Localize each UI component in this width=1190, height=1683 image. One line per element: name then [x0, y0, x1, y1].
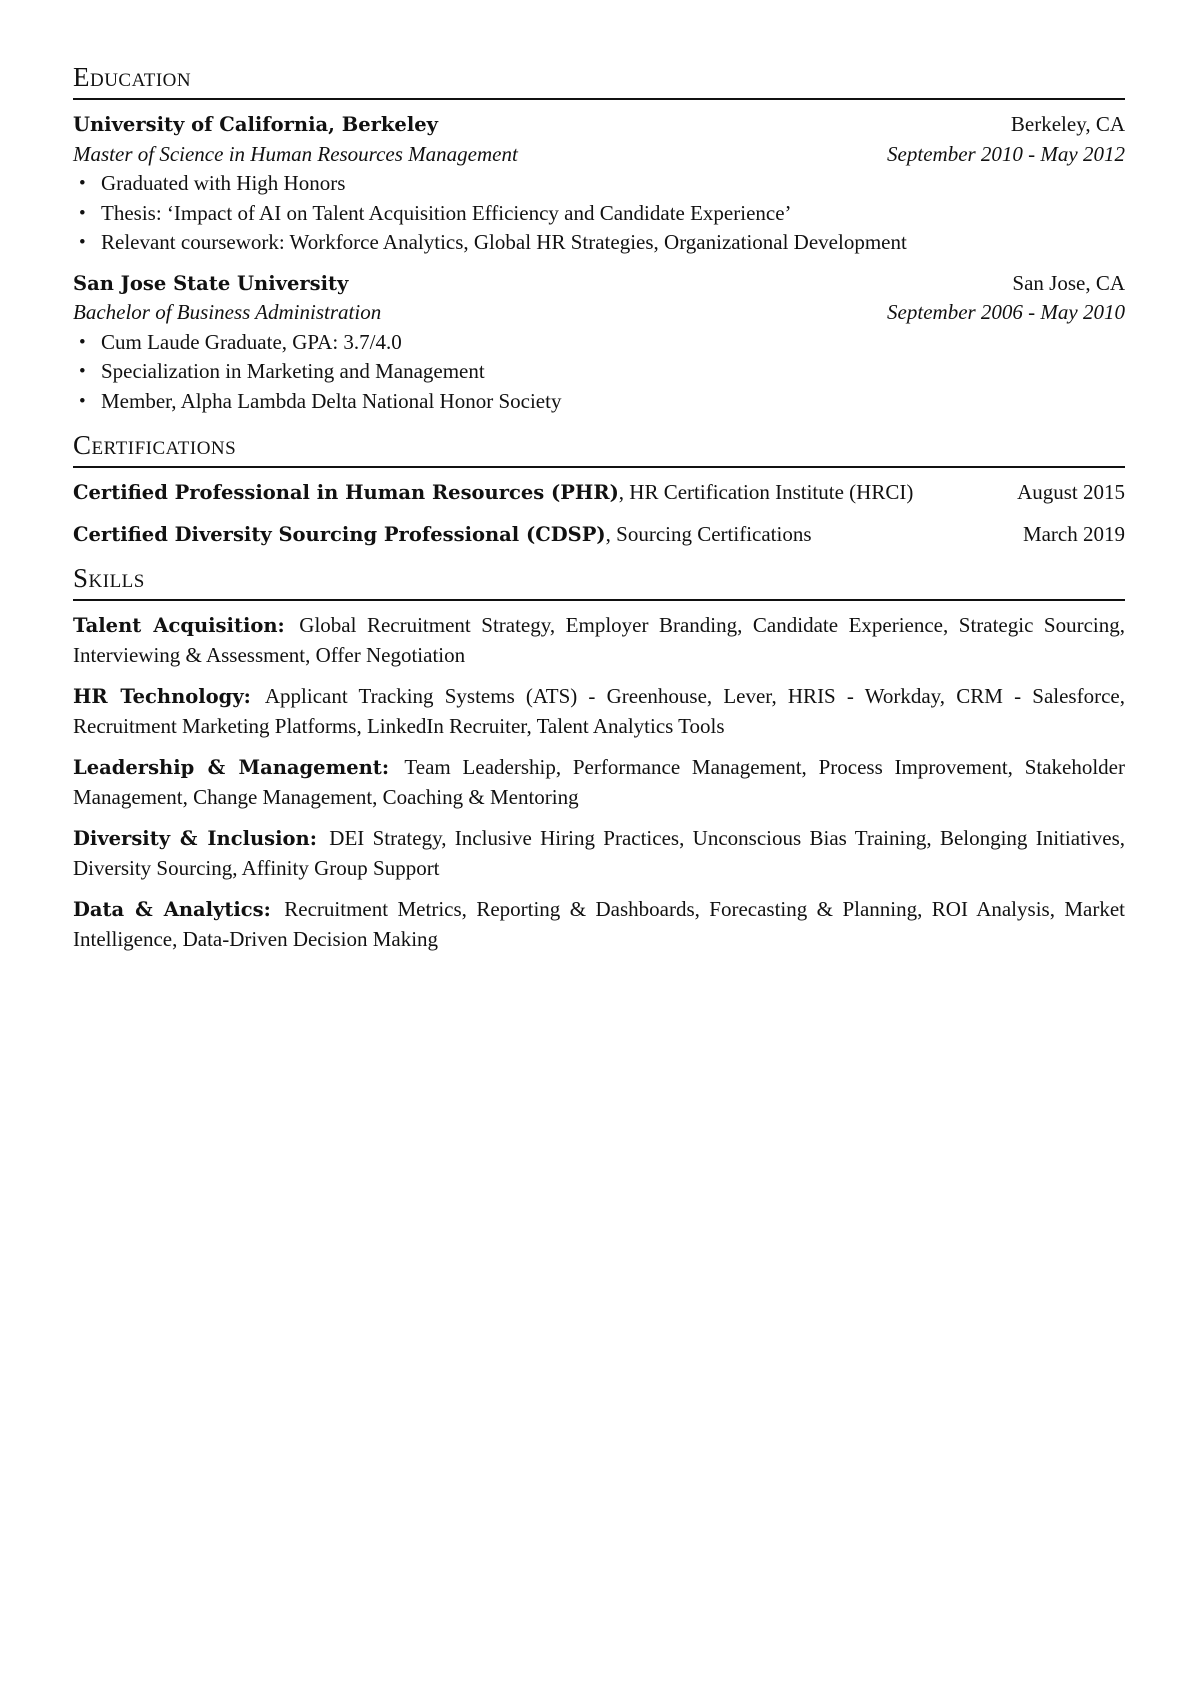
- institution-name: University of California, Berkeley: [73, 113, 438, 136]
- certification-name: Certified Professional in Human Resources (PHR): [73, 481, 619, 504]
- list-item: • Thesis: ‘Impact of AI on Talent Acquisition Efficiency and Candidate Experience’: [73, 199, 1125, 229]
- education-bullets: [73, 169, 1125, 258]
- degree-dates: September 2010 - May 2012: [887, 141, 1125, 166]
- bullet-icon: •: [79, 202, 86, 224]
- institution-name: San Jose State University: [73, 271, 349, 295]
- skill-label: Leadership & Management:: [73, 756, 390, 779]
- degree-name: Bachelor of Business Administration: [73, 300, 382, 324]
- skills-section: [73, 563, 1125, 954]
- skill-text: Global Recruitment Strategy, Employer Branding, Candidate Experience, Strategic Sourcing, Interviewing & Assessment, Offer Negotiation: [73, 613, 1126, 667]
- skill-label: Talent Acquisition:: [73, 614, 285, 637]
- skill-group: [73, 895, 1125, 954]
- certification-name: Certified Diversity Sourcing Professional (CDSP): [73, 522, 606, 546]
- degree-name: Master of Science in Human Resources Management: [73, 141, 518, 166]
- certification-date: March 2019: [1022, 521, 1125, 546]
- certification-issuer: , Sourcing Certifications: [605, 521, 812, 546]
- list-item: • Specialization in Marketing and Management: [73, 357, 1125, 387]
- certifications-section: [73, 430, 1125, 549]
- certification-date: August 2015: [1017, 480, 1125, 504]
- skill-text: DEI Strategy, Inclusive Hiring Practices, Unconscious Bias Training, Belonging Initiatives, Diversity Sourcing, Affinity Group Support: [73, 826, 1126, 880]
- section-title-certifications: Certifications: [73, 430, 1125, 468]
- education-section: [73, 62, 1125, 416]
- list-item: • Cum Laude Graduate, GPA: 3.7/4.0: [73, 328, 1125, 358]
- institution-location: Berkeley, CA: [1010, 112, 1125, 136]
- skill-label: Data & Analytics:: [73, 898, 271, 921]
- bullet-icon: •: [79, 232, 86, 253]
- certification-issuer: , HR Certification Institute (HRCI): [618, 480, 914, 504]
- bullet-icon: •: [79, 331, 86, 353]
- education-entry: [73, 110, 1125, 258]
- skill-group: [73, 753, 1125, 812]
- skill-text: Applicant Tracking Systems (ATS) - Greenhouse, Lever, HRIS - Workday, CRM - Salesforce, Recruitment Marketing Platforms, LinkedIn Recruiter, Talent Analytics Tools: [73, 684, 1125, 738]
- certification-row: [73, 478, 1125, 508]
- degree-dates: September 2006 - May 2010: [887, 300, 1125, 324]
- skill-group: [73, 611, 1125, 670]
- bullet-icon: •: [79, 361, 86, 382]
- education-bullets: [73, 328, 1125, 417]
- skill-text: Recruitment Metrics, Reporting & Dashboards, Forecasting & Planning, ROI Analysis, Market Intelligence, Data-Driven Decision Making: [73, 897, 1126, 951]
- skill-label: Diversity & Inclusion:: [73, 827, 317, 850]
- list-item: • Member, Alpha Lambda Delta National Honor Society: [73, 387, 1125, 417]
- bullet-icon: •: [79, 390, 86, 412]
- certification-row: [73, 520, 1125, 550]
- skill-label: HR Technology:: [73, 685, 251, 708]
- skill-group: [73, 824, 1125, 883]
- skill-group: [73, 682, 1125, 741]
- list-item: • Relevant coursework: Workforce Analytics, Global HR Strategies, Organizational Development: [73, 228, 1125, 258]
- section-title-skills: Skills: [73, 563, 1125, 601]
- education-entry: [73, 269, 1125, 417]
- bullet-icon: •: [79, 173, 86, 194]
- resume-page: [73, 62, 1125, 968]
- list-item: • Graduated with High Honors: [73, 169, 1125, 199]
- institution-location: San Jose, CA: [1012, 270, 1125, 295]
- section-title-education: Education: [73, 62, 1125, 100]
- skill-text: Team Leadership, Performance Management, Process Improvement, Stakeholder Management, Change Management, Coaching & Mentoring: [73, 755, 1125, 809]
